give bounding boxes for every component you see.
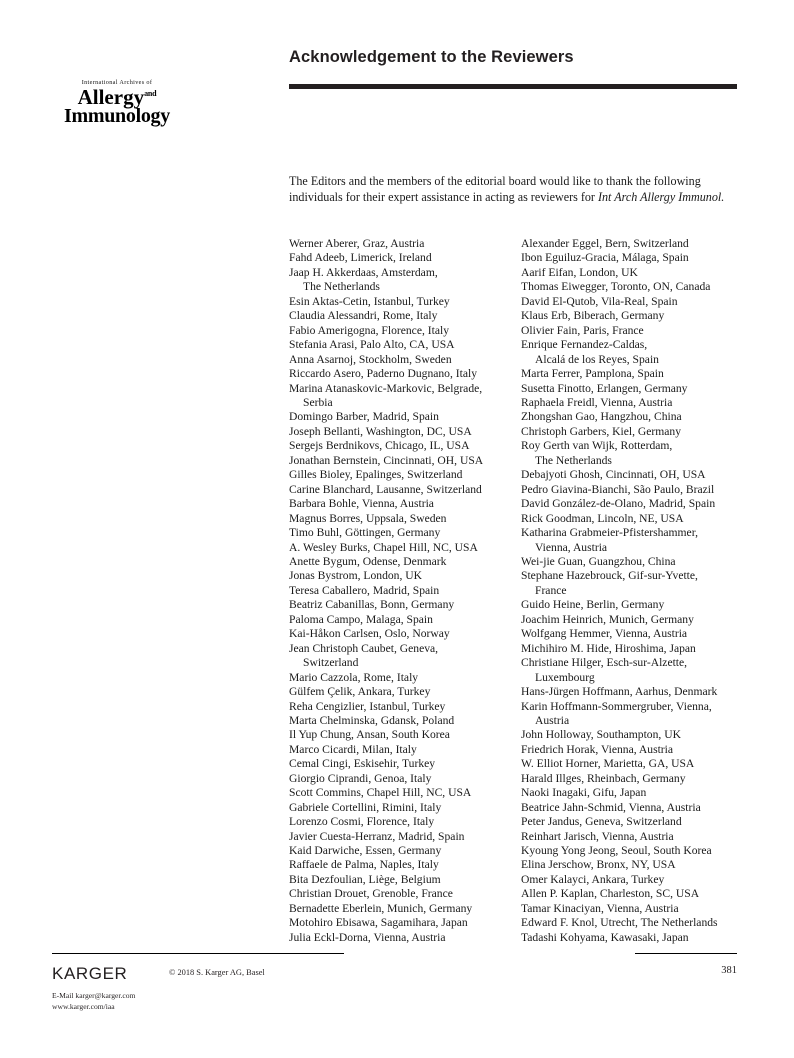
reviewer-column-right — [521, 237, 739, 945]
reviewer-entry: Kyoung Yong Jeong, Seoul, South Korea — [521, 844, 712, 858]
reviewer-entry: Harald Illges, Rheinbach, Germany — [521, 771, 686, 785]
reviewer-entry: Marco Cicardi, Milan, Italy — [289, 742, 417, 756]
reviewer-entry: Marina Atanaskovic-Markovic, Belgrade, — [289, 381, 483, 395]
reviewer-entry: Riccardo Asero, Paderno Dugnano, Italy — [289, 367, 478, 381]
reviewer-entry-continuation: Austria — [535, 713, 570, 727]
reviewer-entry: Gülfem Çelik, Ankara, Turkey — [289, 685, 431, 699]
reviewer-entry: Klaus Erb, Biberach, Germany — [521, 309, 665, 323]
reviewer-entry: Raffaele de Palma, Naples, Italy — [289, 858, 439, 872]
reviewer-entry: Rick Goodman, Lincoln, NE, USA — [521, 511, 684, 525]
reviewer-entry: Ibon Eguiluz-Gracia, Málaga, Spain — [521, 251, 689, 265]
reviewer-entry: W. Elliot Horner, Marietta, GA, USA — [521, 757, 695, 771]
reviewer-entry: Anna Asarnoj, Stockholm, Sweden — [289, 352, 452, 366]
reviewer-entry: Marta Chelminska, Gdansk, Poland — [289, 713, 455, 727]
reviewer-entry: Peter Jandus, Geneva, Switzerland — [521, 815, 682, 829]
reviewer-entry: Joseph Bellanti, Washington, DC, USA — [289, 424, 472, 438]
reviewer-entry: Cemal Cingi, Eskisehir, Turkey — [289, 757, 436, 771]
reviewer-entry: Bita Dezfoulian, Liège, Belgium — [289, 872, 441, 886]
reviewer-entry: Motohiro Ebisawa, Sagamihara, Japan — [289, 916, 468, 930]
reviewer-entry: Anette Bygum, Odense, Denmark — [289, 554, 447, 568]
reviewer-entry: Christiane Hilger, Esch-sur-Alzette, — [521, 656, 688, 670]
reviewer-entry-continuation: The Netherlands — [303, 280, 380, 294]
reviewer-entry: Wei-jie Guan, Guangzhou, China — [521, 554, 676, 568]
reviewer-entry: Barbara Bohle, Vienna, Austria — [289, 497, 434, 511]
reviewer-entry: Aarif Eifan, London, UK — [521, 265, 638, 279]
reviewer-entry-continuation: France — [535, 583, 567, 597]
reviewer-entry-continuation: The Netherlands — [535, 453, 612, 467]
publisher-contact-info — [52, 991, 135, 1012]
reviewer-entry: Wolfgang Hemmer, Vienna, Austria — [521, 627, 688, 641]
reviewer-entry: Scott Commins, Chapel Hill, NC, USA — [289, 786, 472, 800]
masthead-line-immunology: Immunology — [64, 105, 170, 128]
reviewer-entry: A. Wesley Burks, Chapel Hill, NC, USA — [289, 540, 478, 554]
reviewer-entry: Javier Cuesta-Herranz, Madrid, Spain — [289, 829, 465, 843]
reviewer-entry: Omer Kalayci, Ankara, Turkey — [521, 872, 665, 886]
reviewer-entry: David El-Qutob, Vila-Real, Spain — [521, 294, 678, 308]
reviewer-entry: Sergejs Berdnikovs, Chicago, IL, USA — [289, 439, 470, 453]
reviewer-entry-continuation: Vienna, Austria — [535, 540, 608, 554]
reviewer-entry: Stefania Arasi, Palo Alto, CA, USA — [289, 338, 455, 352]
reviewer-entry: Kaid Darwiche, Essen, Germany — [289, 844, 442, 858]
intro-paragraph — [289, 173, 739, 205]
reviewer-entry: Magnus Borres, Uppsala, Sweden — [289, 511, 447, 525]
reviewer-entry-continuation: Luxembourg — [535, 670, 595, 684]
reviewer-entry-continuation: Serbia — [303, 395, 333, 409]
reviewer-entry: Christoph Garbers, Kiel, Germany — [521, 424, 682, 438]
publisher-email: E-Mail karger@karger.com — [52, 991, 136, 1000]
reviewer-entry: Tadashi Kohyama, Kawasaki, Japan — [521, 930, 689, 944]
reviewer-entry: Karin Hoffmann-Sommergruber, Vienna, — [521, 699, 712, 713]
masthead-and-text: and — [144, 89, 157, 99]
reviewer-entry: Katharina Grabmeier-Pfistershammer, — [521, 526, 699, 540]
masthead-allergy-text: Allergy — [77, 85, 145, 110]
journal-masthead-logo — [52, 80, 182, 126]
intro-text: The Editors and the members of the editorial board would like to thank the following individuals for their expert assistance in acting as reviewers for — [289, 174, 701, 205]
reviewer-entry: Jonas Bystrom, London, UK — [289, 569, 423, 583]
reviewer-entry: Hans-Jürgen Hoffmann, Aarhus, Denmark — [521, 685, 718, 699]
reviewer-entry: Giorgio Ciprandi, Genoa, Italy — [289, 771, 432, 785]
reviewer-entry: Domingo Barber, Madrid, Spain — [289, 410, 439, 424]
reviewer-entry: Jean Christoph Caubet, Geneva, — [289, 641, 439, 655]
reviewer-entry: Bernadette Eberlein, Munich, Germany — [289, 901, 473, 915]
reviewer-entry: Il Yup Chung, Ansan, South Korea — [289, 728, 450, 742]
page-title: Acknowledgement to the Reviewers — [289, 48, 574, 66]
reviewer-entry: Joachim Heinrich, Munich, Germany — [521, 612, 694, 626]
reviewer-entry: Paloma Campo, Malaga, Spain — [289, 612, 433, 626]
footer-divider-left — [52, 953, 344, 954]
reviewer-entry: Debajyoti Ghosh, Cincinnati, OH, USA — [521, 468, 706, 482]
reviewer-entry: Carine Blanchard, Lausanne, Switzerland — [289, 482, 482, 496]
reviewer-entry: Beatriz Cabanillas, Bonn, Germany — [289, 598, 455, 612]
reviewer-entry-continuation: Switzerland — [303, 656, 359, 670]
reviewer-entry: Jaap H. Akkerdaas, Amsterdam, — [289, 265, 438, 279]
reviewer-entry: Susetta Finotto, Erlangen, Germany — [521, 381, 688, 395]
reviewer-entry: Teresa Caballero, Madrid, Spain — [289, 583, 440, 597]
reviewer-entry: Michihiro M. Hide, Hiroshima, Japan — [521, 641, 696, 655]
reviewer-entry: Allen P. Kaplan, Charleston, SC, USA — [521, 887, 700, 901]
reviewer-entry: Reha Cengizlier, Istanbul, Turkey — [289, 699, 446, 713]
reviewer-entry: Timo Buhl, Göttingen, Germany — [289, 526, 441, 540]
reviewer-entry: Naoki Inagaki, Gifu, Japan — [521, 786, 647, 800]
reviewer-entry: Gilles Bioley, Epalinges, Switzerland — [289, 468, 463, 482]
reviewer-entry: Gabriele Cortellini, Rimini, Italy — [289, 800, 442, 814]
reviewer-entry: Werner Aberer, Graz, Austria — [289, 237, 425, 250]
reviewer-entry: Marta Ferrer, Pamplona, Spain — [521, 367, 664, 381]
reviewer-columns — [289, 237, 739, 945]
masthead-line-international-archives-of: International Archives of — [81, 79, 153, 86]
page-number: 381 — [721, 965, 737, 976]
reviewer-entry: Lorenzo Cosmi, Florence, Italy — [289, 815, 435, 829]
journal-name-italic: Int Arch Allergy Immunol. — [597, 190, 725, 205]
reviewer-entry: Stephane Hazebrouck, Gif-sur-Yvette, — [521, 569, 698, 583]
reviewer-entry: Edward F. Knol, Utrecht, The Netherlands — [521, 916, 718, 930]
reviewer-entry: Zhongshan Gao, Hangzhou, China — [521, 410, 682, 424]
reviewer-entry: Roy Gerth van Wijk, Rotterdam, — [521, 439, 673, 453]
reviewer-entry: Friedrich Horak, Vienna, Austria — [521, 742, 674, 756]
reviewer-entry: Elina Jerschow, Bronx, NY, USA — [521, 858, 676, 872]
reviewer-entry: Mario Cazzola, Rome, Italy — [289, 670, 419, 684]
reviewer-entry: Thomas Eiwegger, Toronto, ON, Canada — [521, 280, 711, 294]
karger-publisher-logo: KARGER — [52, 964, 128, 983]
reviewer-entry: Fabio Amerigogna, Florence, Italy — [289, 323, 450, 337]
copyright-notice: © 2018 S. Karger AG, Basel — [169, 968, 265, 977]
reviewer-entry-continuation: Alcalá de los Reyes, Spain — [535, 352, 659, 366]
reviewer-entry: Fahd Adeeb, Limerick, Ireland — [289, 251, 432, 265]
reviewer-entry: Tamar Kinaciyan, Vienna, Austria — [521, 901, 679, 915]
reviewer-entry: Esin Aktas-Cetin, Istanbul, Turkey — [289, 294, 450, 308]
reviewer-entry: Olivier Fain, Paris, France — [521, 323, 644, 337]
reviewer-entry: Raphaela Freidl, Vienna, Austria — [521, 395, 673, 409]
reviewer-entry: Reinhart Jarisch, Vienna, Austria — [521, 829, 674, 843]
reviewer-entry: Claudia Alessandri, Rome, Italy — [289, 309, 438, 323]
reviewer-entry: Pedro Giavina-Bianchi, São Paulo, Brazil — [521, 482, 715, 496]
reviewer-entry: Jonathan Bernstein, Cincinnati, OH, USA — [289, 453, 484, 467]
reviewer-entry: Enrique Fernandez-Caldas, — [521, 338, 648, 352]
reviewer-entry: Kai-Håkon Carlsen, Oslo, Norway — [289, 627, 450, 641]
footer-divider-right — [635, 953, 737, 954]
reviewer-entry: Guido Heine, Berlin, Germany — [521, 598, 665, 612]
reviewer-column-left — [289, 237, 507, 945]
reviewer-entry: Christian Drouet, Grenoble, France — [289, 887, 453, 901]
reviewer-entry: Julia Eckl-Dorna, Vienna, Austria — [289, 930, 446, 944]
reviewer-entry: John Holloway, Southampton, UK — [521, 728, 681, 742]
publisher-website: www.karger.com/iaa — [52, 1001, 115, 1011]
reviewer-entry: Alexander Eggel, Bern, Switzerland — [521, 237, 689, 250]
reviewer-entry: Beatrice Jahn-Schmid, Vienna, Austria — [521, 800, 701, 814]
title-divider-rule — [289, 84, 737, 89]
reviewer-entry: David González-de-Olano, Madrid, Spain — [521, 497, 716, 511]
